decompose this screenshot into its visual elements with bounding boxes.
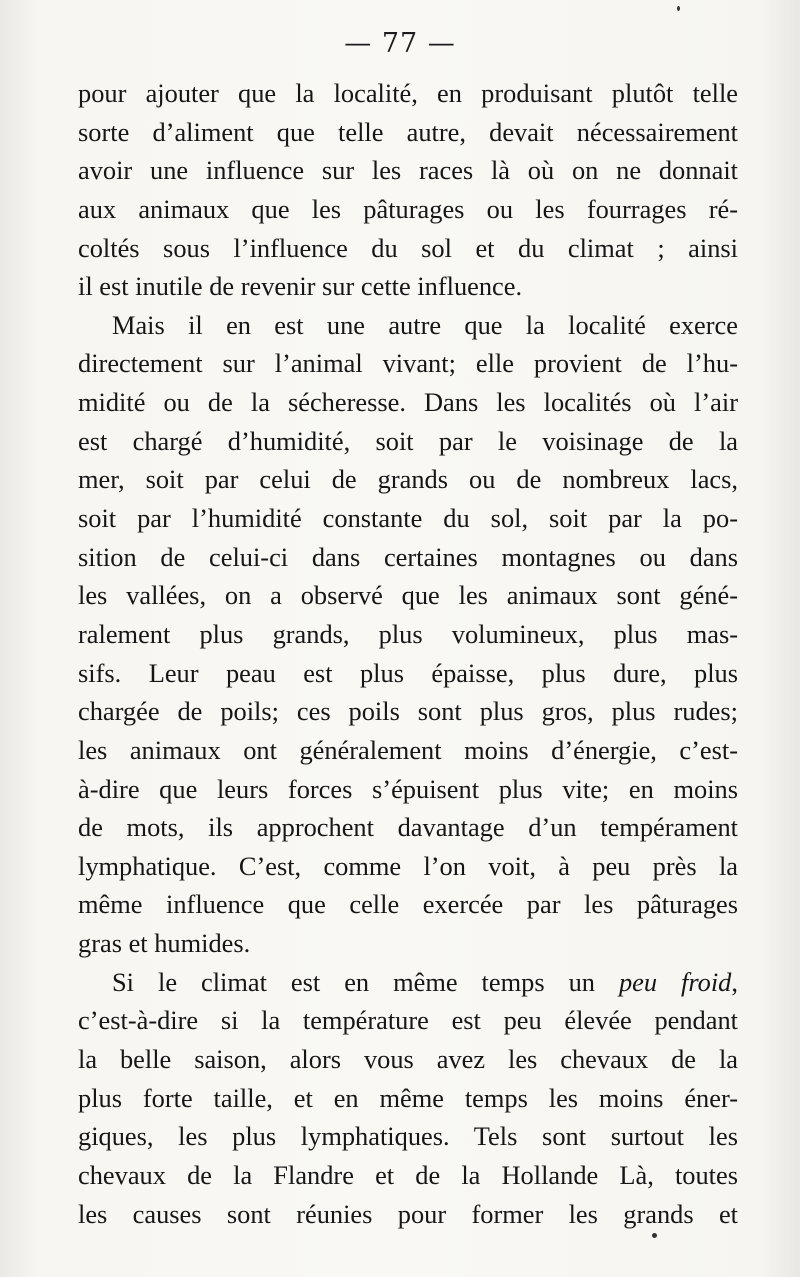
text-line: les causes sont réunies pour former les grands et	[78, 1198, 738, 1229]
text-line: sition de celui-ci dans certaines montagnes ou dans	[78, 541, 738, 572]
text-line: giques, les plus lymphatiques. Tels sont surtout les	[78, 1121, 738, 1152]
text-line: ralement plus grands, plus volumineux, plus mas-	[78, 618, 738, 649]
text-line: la belle saison, alors vous avez les chevaux de la	[78, 1044, 738, 1075]
text-line: même influence que celle exercée par les pâturages	[78, 889, 738, 920]
text-line: est chargé d’humidité, soit par le voisinage de la	[78, 425, 738, 456]
text-line: il est inutile de revenir sur cette influence.	[78, 271, 523, 302]
text-line: lymphatique. C’est, comme l’on voit, à peu près la	[78, 850, 738, 881]
paragraph-start-line: Mais il en est une autre que la localité exerce	[112, 309, 738, 340]
text-line: mer, soit par celui de grands ou de nombreux lacs,	[78, 464, 738, 495]
text-line: aux animaux que les pâturages ou les fourrages ré-	[78, 193, 738, 224]
text-line: les animaux ont généralement moins d’énergie, c’est-	[78, 734, 738, 765]
page-number: — 77 —	[344, 28, 456, 59]
text-line: midité ou de la sécheresse. Dans les localités où l’air	[78, 387, 738, 418]
paragraph-start-line	[78, 963, 738, 1002]
text-line: chevaux de la Flandre et de la Hollande Là, toutes	[78, 1159, 738, 1190]
text-line: à-dire que leurs forces s’épuisent plus vite; en moins	[78, 773, 738, 804]
text-line: gras et humides.	[78, 928, 251, 959]
text-line: les vallées, on a observé que les animaux sont géné-	[78, 580, 738, 611]
text-line: soit par l’humidité constante du sol, soit par la po-	[78, 503, 738, 534]
text-line: sorte d’aliment que telle autre, devait nécessairement	[78, 116, 738, 147]
text-line: avoir une influence sur les races là où on ne donnait	[78, 155, 738, 186]
text-line: c’est-à-dire si la température est peu élevée pendant	[78, 1005, 738, 1036]
body-text	[78, 74, 738, 1233]
text-line: directement sur l’animal vivant; elle provient de l’hu-	[78, 348, 738, 379]
punctuation: ,	[731, 966, 738, 997]
text-line: plus forte taille, et en même temps les moins éner-	[78, 1082, 738, 1113]
text-line: pour ajouter que la localité, en produisant plutôt telle	[78, 78, 738, 108]
text-line: de mots, ils approchent davantage d’un tempérament	[78, 812, 738, 843]
text-segment: Si le climat est en même temps un	[112, 966, 595, 997]
ink-speck	[652, 1233, 657, 1238]
italic-text: peu froid	[618, 966, 732, 997]
ink-speck	[677, 6, 680, 11]
text-line: coltés sous l’influence du sol et du climat ; ainsi	[78, 232, 738, 263]
text-line: chargée de poils; ces poils sont plus gros, plus rudes;	[78, 696, 738, 727]
text-line: sifs. Leur peau est plus épaisse, plus dure, plus	[78, 657, 738, 688]
